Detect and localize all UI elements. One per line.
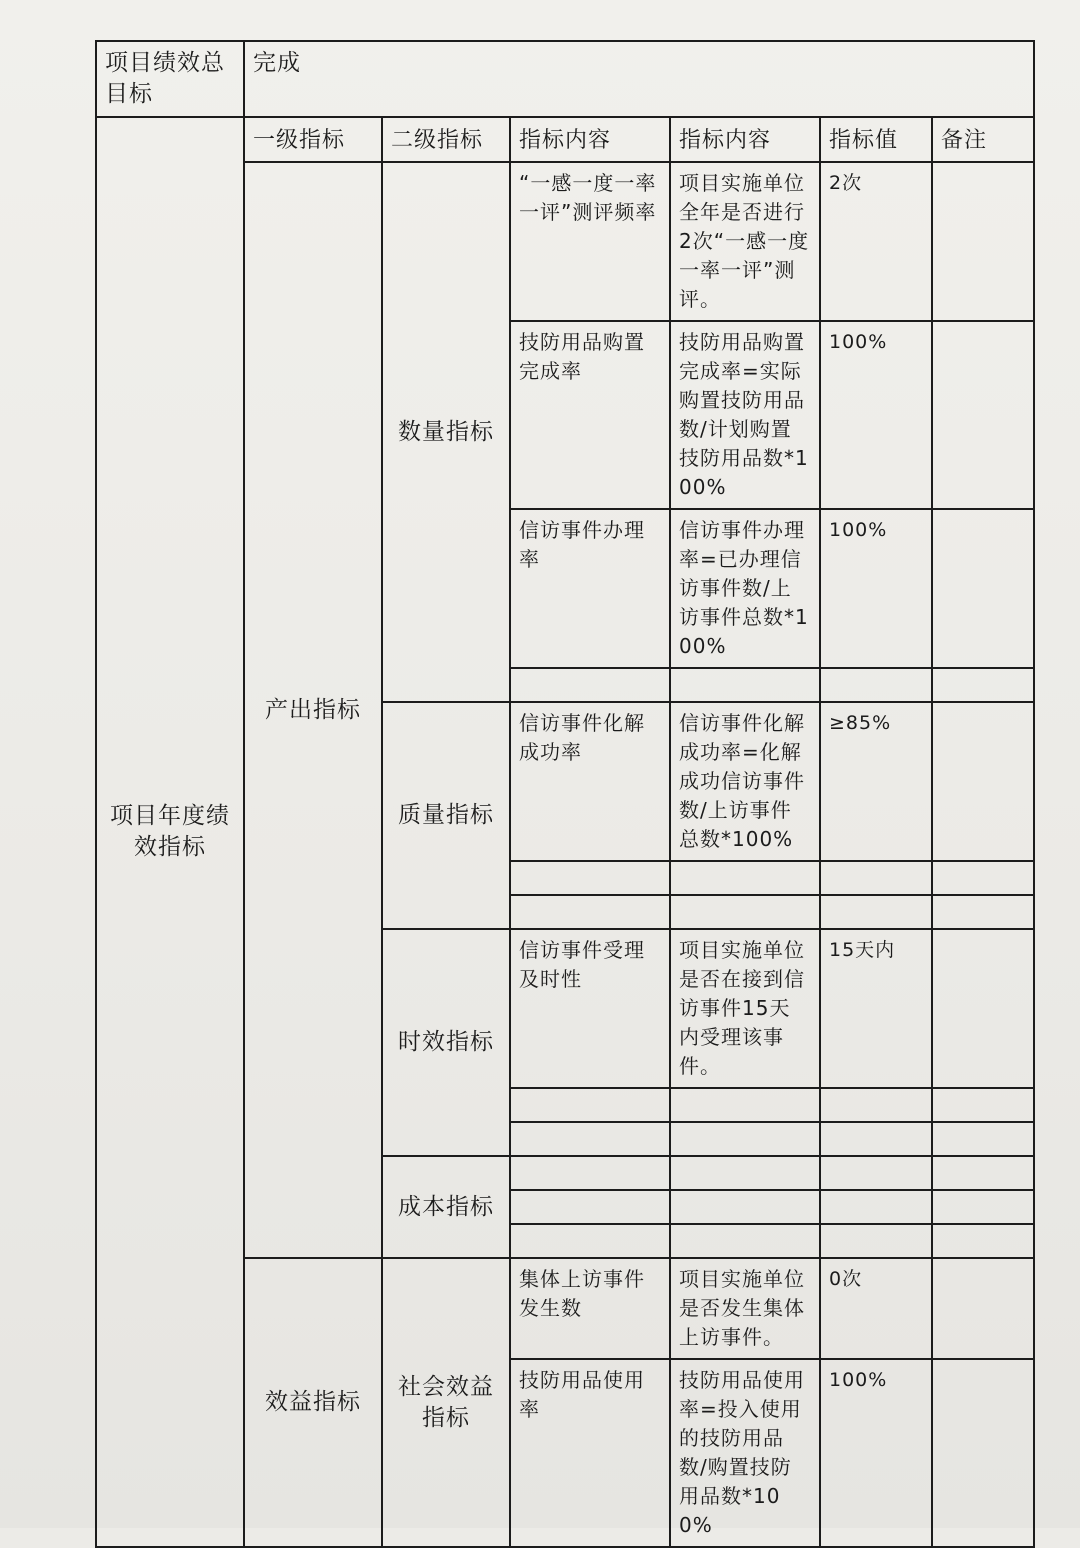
level1-output: 产出指标 (244, 162, 382, 1258)
indicator-desc: 技防用品使用率=投入使用的技防用品数/购置技防用品数*100% (670, 1359, 820, 1547)
remark-cell (932, 1258, 1034, 1359)
level1-benefit: 效益指标 (244, 1258, 382, 1547)
indicator-value: 15天内 (820, 929, 932, 1088)
annual-indicator-label: 项目年度绩效指标 (96, 117, 244, 1547)
empty-cell (932, 1122, 1034, 1156)
header-level2: 二级指标 (382, 117, 510, 162)
overall-goal-row (96, 41, 1034, 117)
empty-cell (510, 861, 670, 895)
indicator-value: 100% (820, 1359, 932, 1547)
header-row (96, 117, 1034, 162)
indicator-name: 集体上访事件发生数 (510, 1258, 670, 1359)
empty-cell (510, 1156, 670, 1190)
indicator-desc: 项目实施单位是否发生集体上访事件。 (670, 1258, 820, 1359)
empty-cell (670, 1122, 820, 1156)
empty-cell (670, 1224, 820, 1258)
indicator-value: 100% (820, 509, 932, 668)
indicator-desc: 信访事件化解成功率=化解成功信访事件数/上访事件总数*100% (670, 702, 820, 861)
empty-cell (510, 1122, 670, 1156)
empty-cell (820, 1088, 932, 1122)
empty-cell (510, 895, 670, 929)
indicator-name: “一感一度一率一评”测评频率 (510, 162, 670, 321)
remark-cell (932, 509, 1034, 668)
header-content-b: 指标内容 (670, 117, 820, 162)
performance-table (95, 40, 1035, 1548)
header-level1: 一级指标 (244, 117, 382, 162)
empty-cell (932, 668, 1034, 702)
empty-cell (670, 861, 820, 895)
empty-cell (932, 1190, 1034, 1224)
empty-cell (510, 668, 670, 702)
remark-cell (932, 929, 1034, 1088)
remark-cell (932, 702, 1034, 861)
empty-cell (820, 668, 932, 702)
level2-quantity: 数量指标 (382, 162, 510, 702)
empty-cell (820, 861, 932, 895)
indicator-value: 0次 (820, 1258, 932, 1359)
indicator-value: 2次 (820, 162, 932, 321)
indicator-name: 信访事件化解成功率 (510, 702, 670, 861)
level2-timeliness: 时效指标 (382, 929, 510, 1156)
indicator-desc: 项目实施单位全年是否进行2次“一感一度一率一评”测评。 (670, 162, 820, 321)
empty-cell (510, 1190, 670, 1224)
empty-cell (510, 1224, 670, 1258)
empty-cell (820, 895, 932, 929)
overall-goal-value: 完成 (244, 41, 1034, 117)
remark-cell (932, 1359, 1034, 1547)
header-content-a: 指标内容 (510, 117, 670, 162)
empty-cell (932, 895, 1034, 929)
empty-cell (932, 1224, 1034, 1258)
level2-cost: 成本指标 (382, 1156, 510, 1258)
empty-cell (932, 1156, 1034, 1190)
level2-quality: 质量指标 (382, 702, 510, 929)
empty-cell (932, 861, 1034, 895)
indicator-value: ≥85% (820, 702, 932, 861)
header-value: 指标值 (820, 117, 932, 162)
empty-cell (510, 1088, 670, 1122)
indicator-name: 信访事件办理率 (510, 509, 670, 668)
empty-cell (670, 1190, 820, 1224)
empty-cell (820, 1156, 932, 1190)
indicator-name: 技防用品购置完成率 (510, 321, 670, 509)
empty-cell (670, 895, 820, 929)
indicator-name: 信访事件受理及时性 (510, 929, 670, 1088)
indicator-desc: 项目实施单位是否在接到信访事件15天内受理该事件。 (670, 929, 820, 1088)
empty-cell (820, 1122, 932, 1156)
indicator-desc: 信访事件办理率=已办理信访事件数/上访事件总数*100% (670, 509, 820, 668)
remark-cell (932, 162, 1034, 321)
header-remark: 备注 (932, 117, 1034, 162)
empty-cell (820, 1224, 932, 1258)
empty-cell (670, 1088, 820, 1122)
indicator-value: 100% (820, 321, 932, 509)
empty-cell (670, 668, 820, 702)
empty-cell (670, 1156, 820, 1190)
empty-cell (932, 1088, 1034, 1122)
empty-cell (820, 1190, 932, 1224)
remark-cell (932, 321, 1034, 509)
indicator-desc: 技防用品购置完成率=实际购置技防用品数/计划购置技防用品数*100% (670, 321, 820, 509)
level2-social: 社会效益指标 (382, 1258, 510, 1547)
overall-goal-label: 项目绩效总目标 (96, 41, 244, 117)
indicator-name: 技防用品使用率 (510, 1359, 670, 1547)
